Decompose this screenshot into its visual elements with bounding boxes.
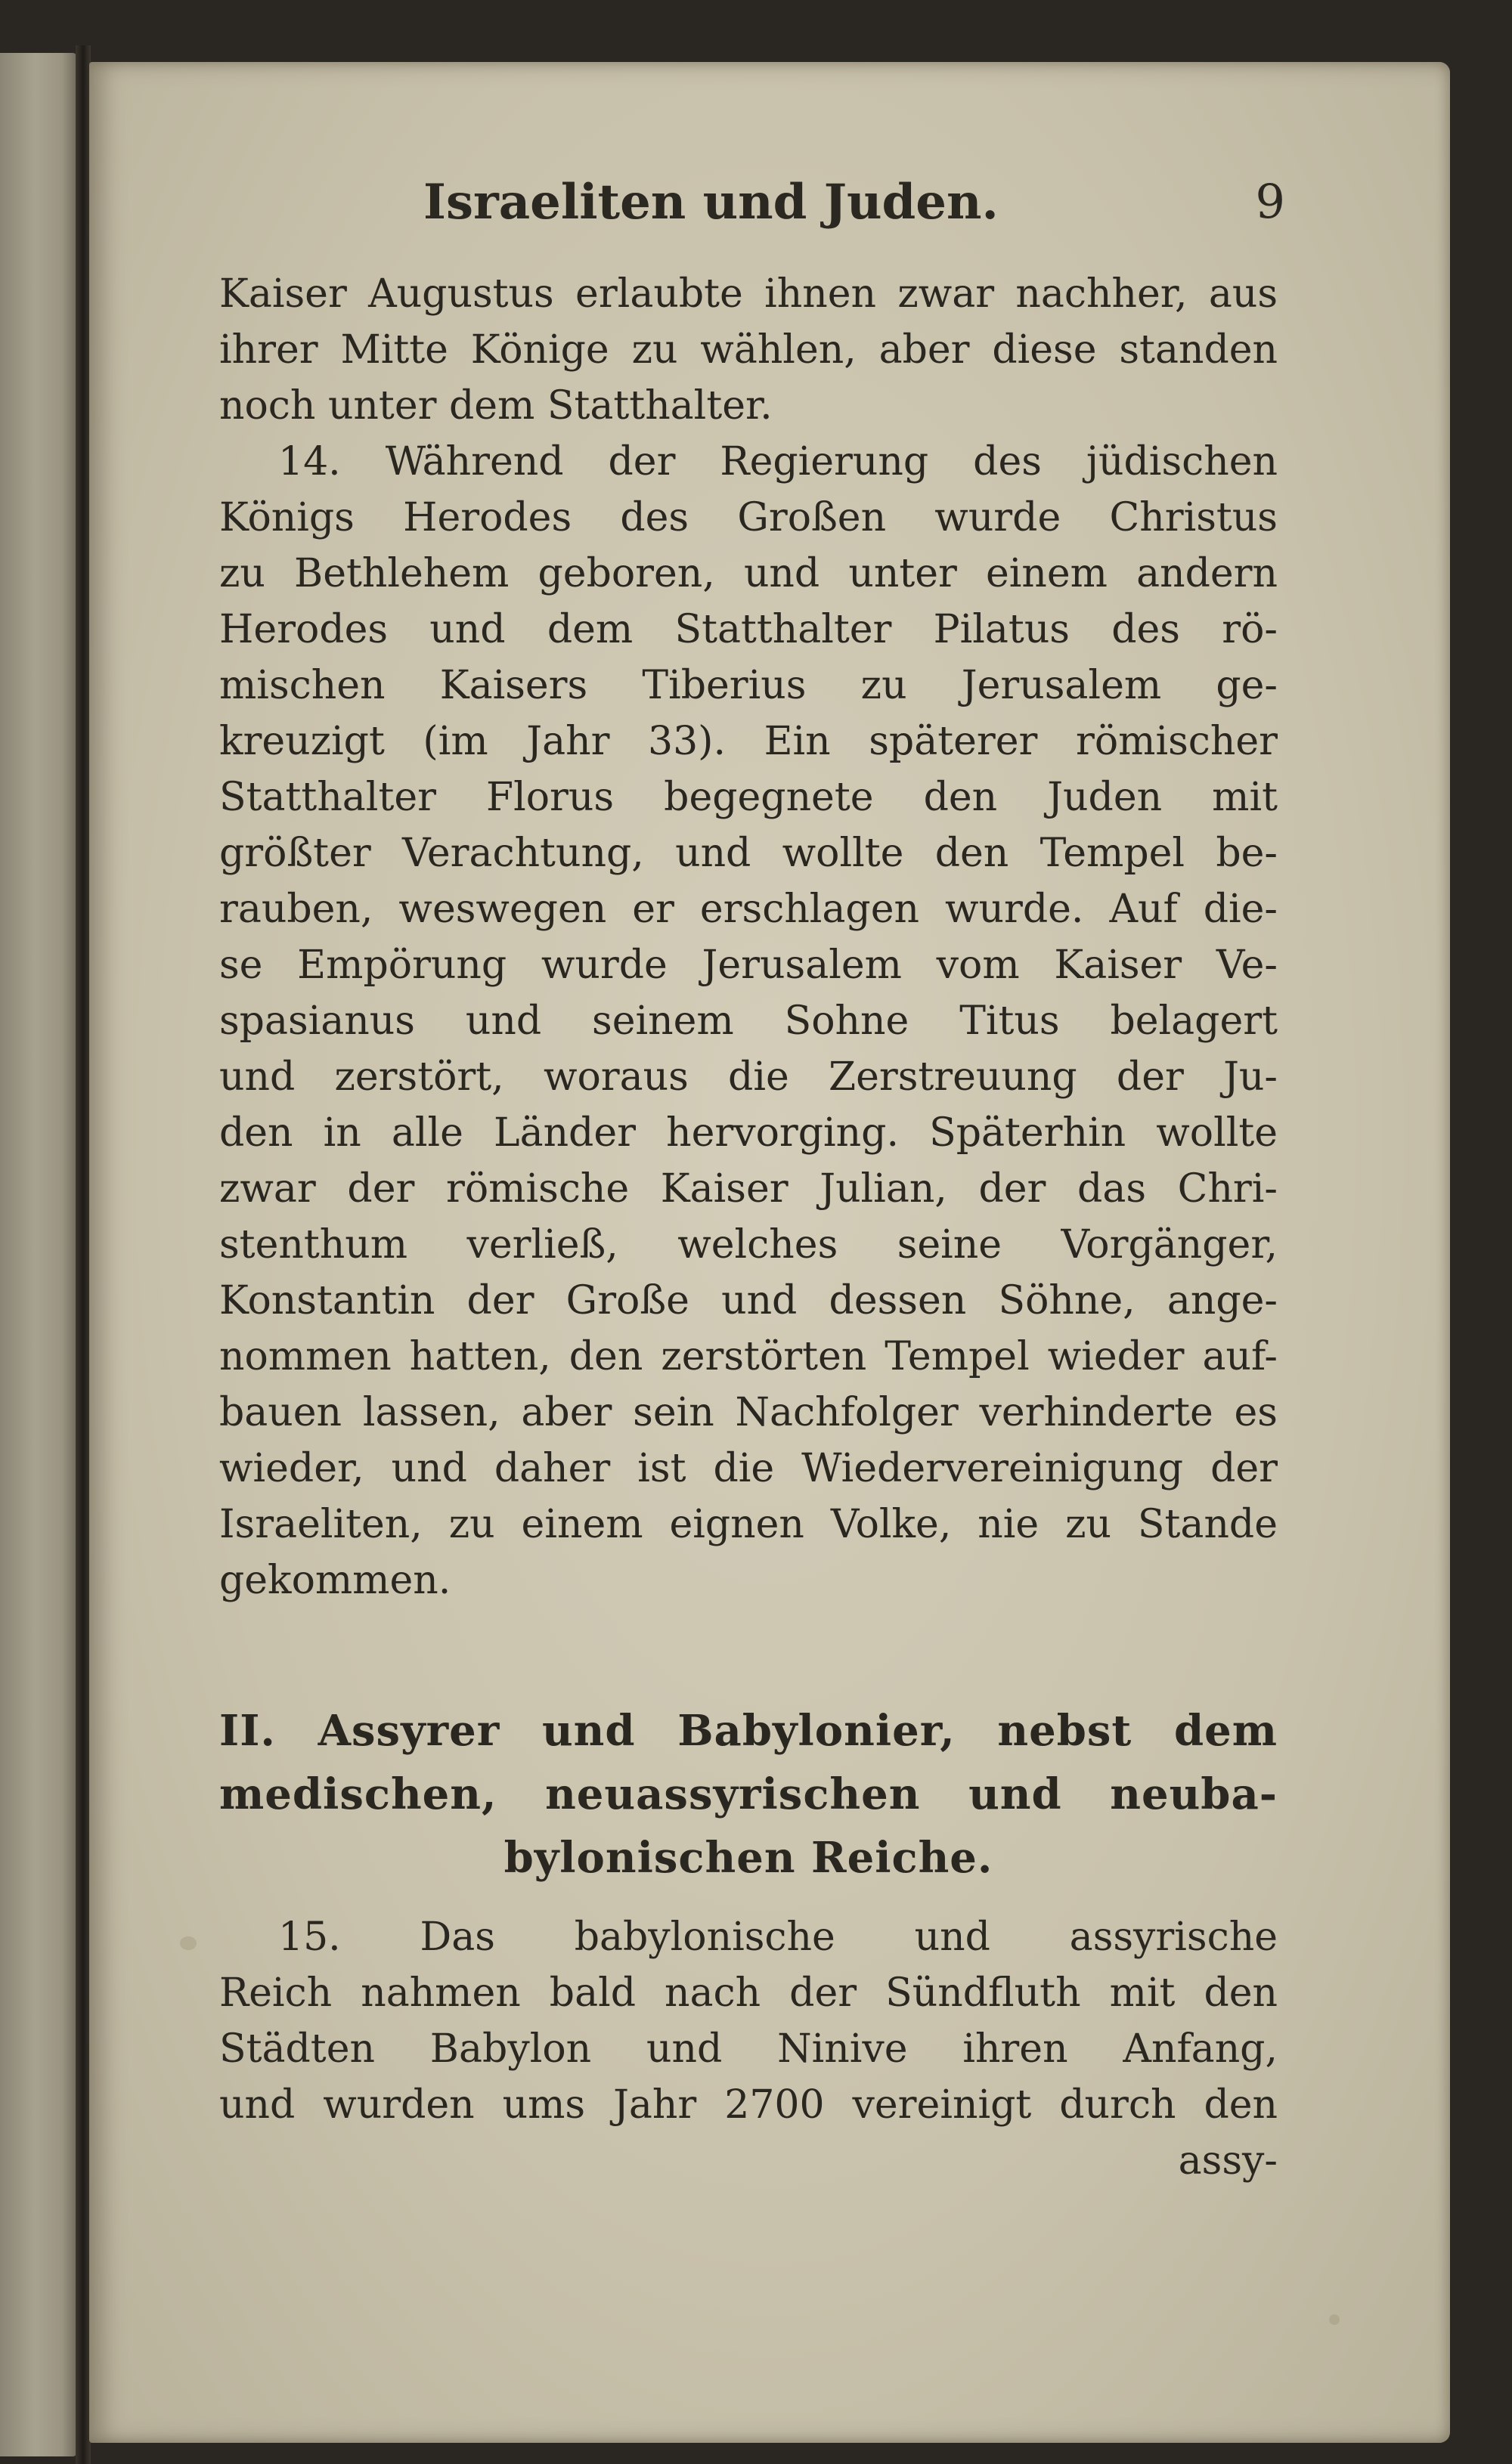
text-line: Herodes und dem Statthalter Pilatus des rö- (219, 607, 1278, 652)
page-number: 9 (1255, 174, 1285, 229)
text-line: se Empörung wurde Jerusalem vom Kaiser Ve- (219, 943, 1278, 988)
paragraph (219, 266, 1278, 434)
text-line: stenthum verließ, welches seine Vorgänger, (219, 1222, 1278, 1268)
text-line: spasianus und seinem Sohne Titus belagert (219, 998, 1278, 1044)
text-line: nommen hatten, den zerstörten Tempel wieder auf- (219, 1334, 1278, 1379)
text-line: Königs Herodes des Großen wurde Christus (219, 495, 1278, 540)
page-body (219, 266, 1278, 2189)
page-header (423, 174, 1285, 242)
text-line: Kaiser Augustus erlaubte ihnen zwar nachher, aus (219, 271, 1278, 317)
text-line: 15. Das babylonische und assyrische (278, 1915, 1278, 1960)
text-line: größter Verachtung, und wollte den Tempel be- (219, 831, 1278, 876)
heading-line: II. Assyrer und Babylonier, nebst dem (219, 1706, 1278, 1756)
paper-stain (180, 1936, 197, 1950)
section-heading (219, 1699, 1278, 1890)
text-line: 14. Während der Regierung des jüdischen (278, 439, 1278, 484)
paper-stain (1329, 2314, 1340, 2325)
running-title: Israeliten und Juden. (423, 174, 999, 231)
text-line: zu Bethlehem geboren, und unter einem andern (219, 551, 1278, 596)
heading-line: medischen, neuassyrischen und neuba- (219, 1769, 1278, 1819)
text-line: Reich nahmen bald nach der Sündfluth mit den (219, 1970, 1278, 2016)
catchword: assy- (1178, 2138, 1278, 2184)
section-spacer (219, 1608, 1278, 1699)
text-line: bauen lassen, aber sein Nachfolger verhinderte es (219, 1390, 1278, 1435)
text-line: Städten Babylon und Ninive ihren Anfang, (219, 2026, 1278, 2072)
text-line: gekommen. (219, 1558, 451, 1603)
heading-spacer (219, 1890, 1278, 1909)
text-line: mischen Kaisers Tiberius zu Jerusalem ge- (219, 663, 1278, 708)
paragraph (219, 434, 1278, 1608)
text-line: noch unter dem Statthalter. (219, 383, 773, 429)
text-line: Statthalter Florus begegnete den Juden mit (219, 775, 1278, 820)
text-line: kreuzigt (im Jahr 33). Ein späterer römischer (219, 719, 1278, 764)
text-line: Konstantin der Große und dessen Söhne, ange- (219, 1278, 1278, 1323)
text-line: ihrer Mitte Könige zu wählen, aber diese standen (219, 327, 1278, 373)
text-line: und zerstört, woraus die Zerstreuung der Ju- (219, 1054, 1278, 1100)
text-line: zwar der römische Kaiser Julian, der das Chri- (219, 1166, 1278, 1212)
heading-line: bylonischen Reiche. (503, 1833, 993, 1883)
book-gutter (76, 45, 91, 2464)
text-line: Israeliten, zu einem eignen Volke, nie zu Stande (219, 1502, 1278, 1547)
paragraph (219, 1909, 1278, 2189)
text-line: wieder, und daher ist die Wiedervereinigung der (219, 1446, 1278, 1491)
text-line: rauben, weswegen er erschlagen wurde. Auf die- (219, 887, 1278, 932)
text-line: den in alle Länder hervorging. Späterhin wollte (219, 1110, 1278, 1156)
text-line: und wurden ums Jahr 2700 vereinigt durch den (219, 2082, 1278, 2128)
left-page-edge (0, 53, 77, 2456)
